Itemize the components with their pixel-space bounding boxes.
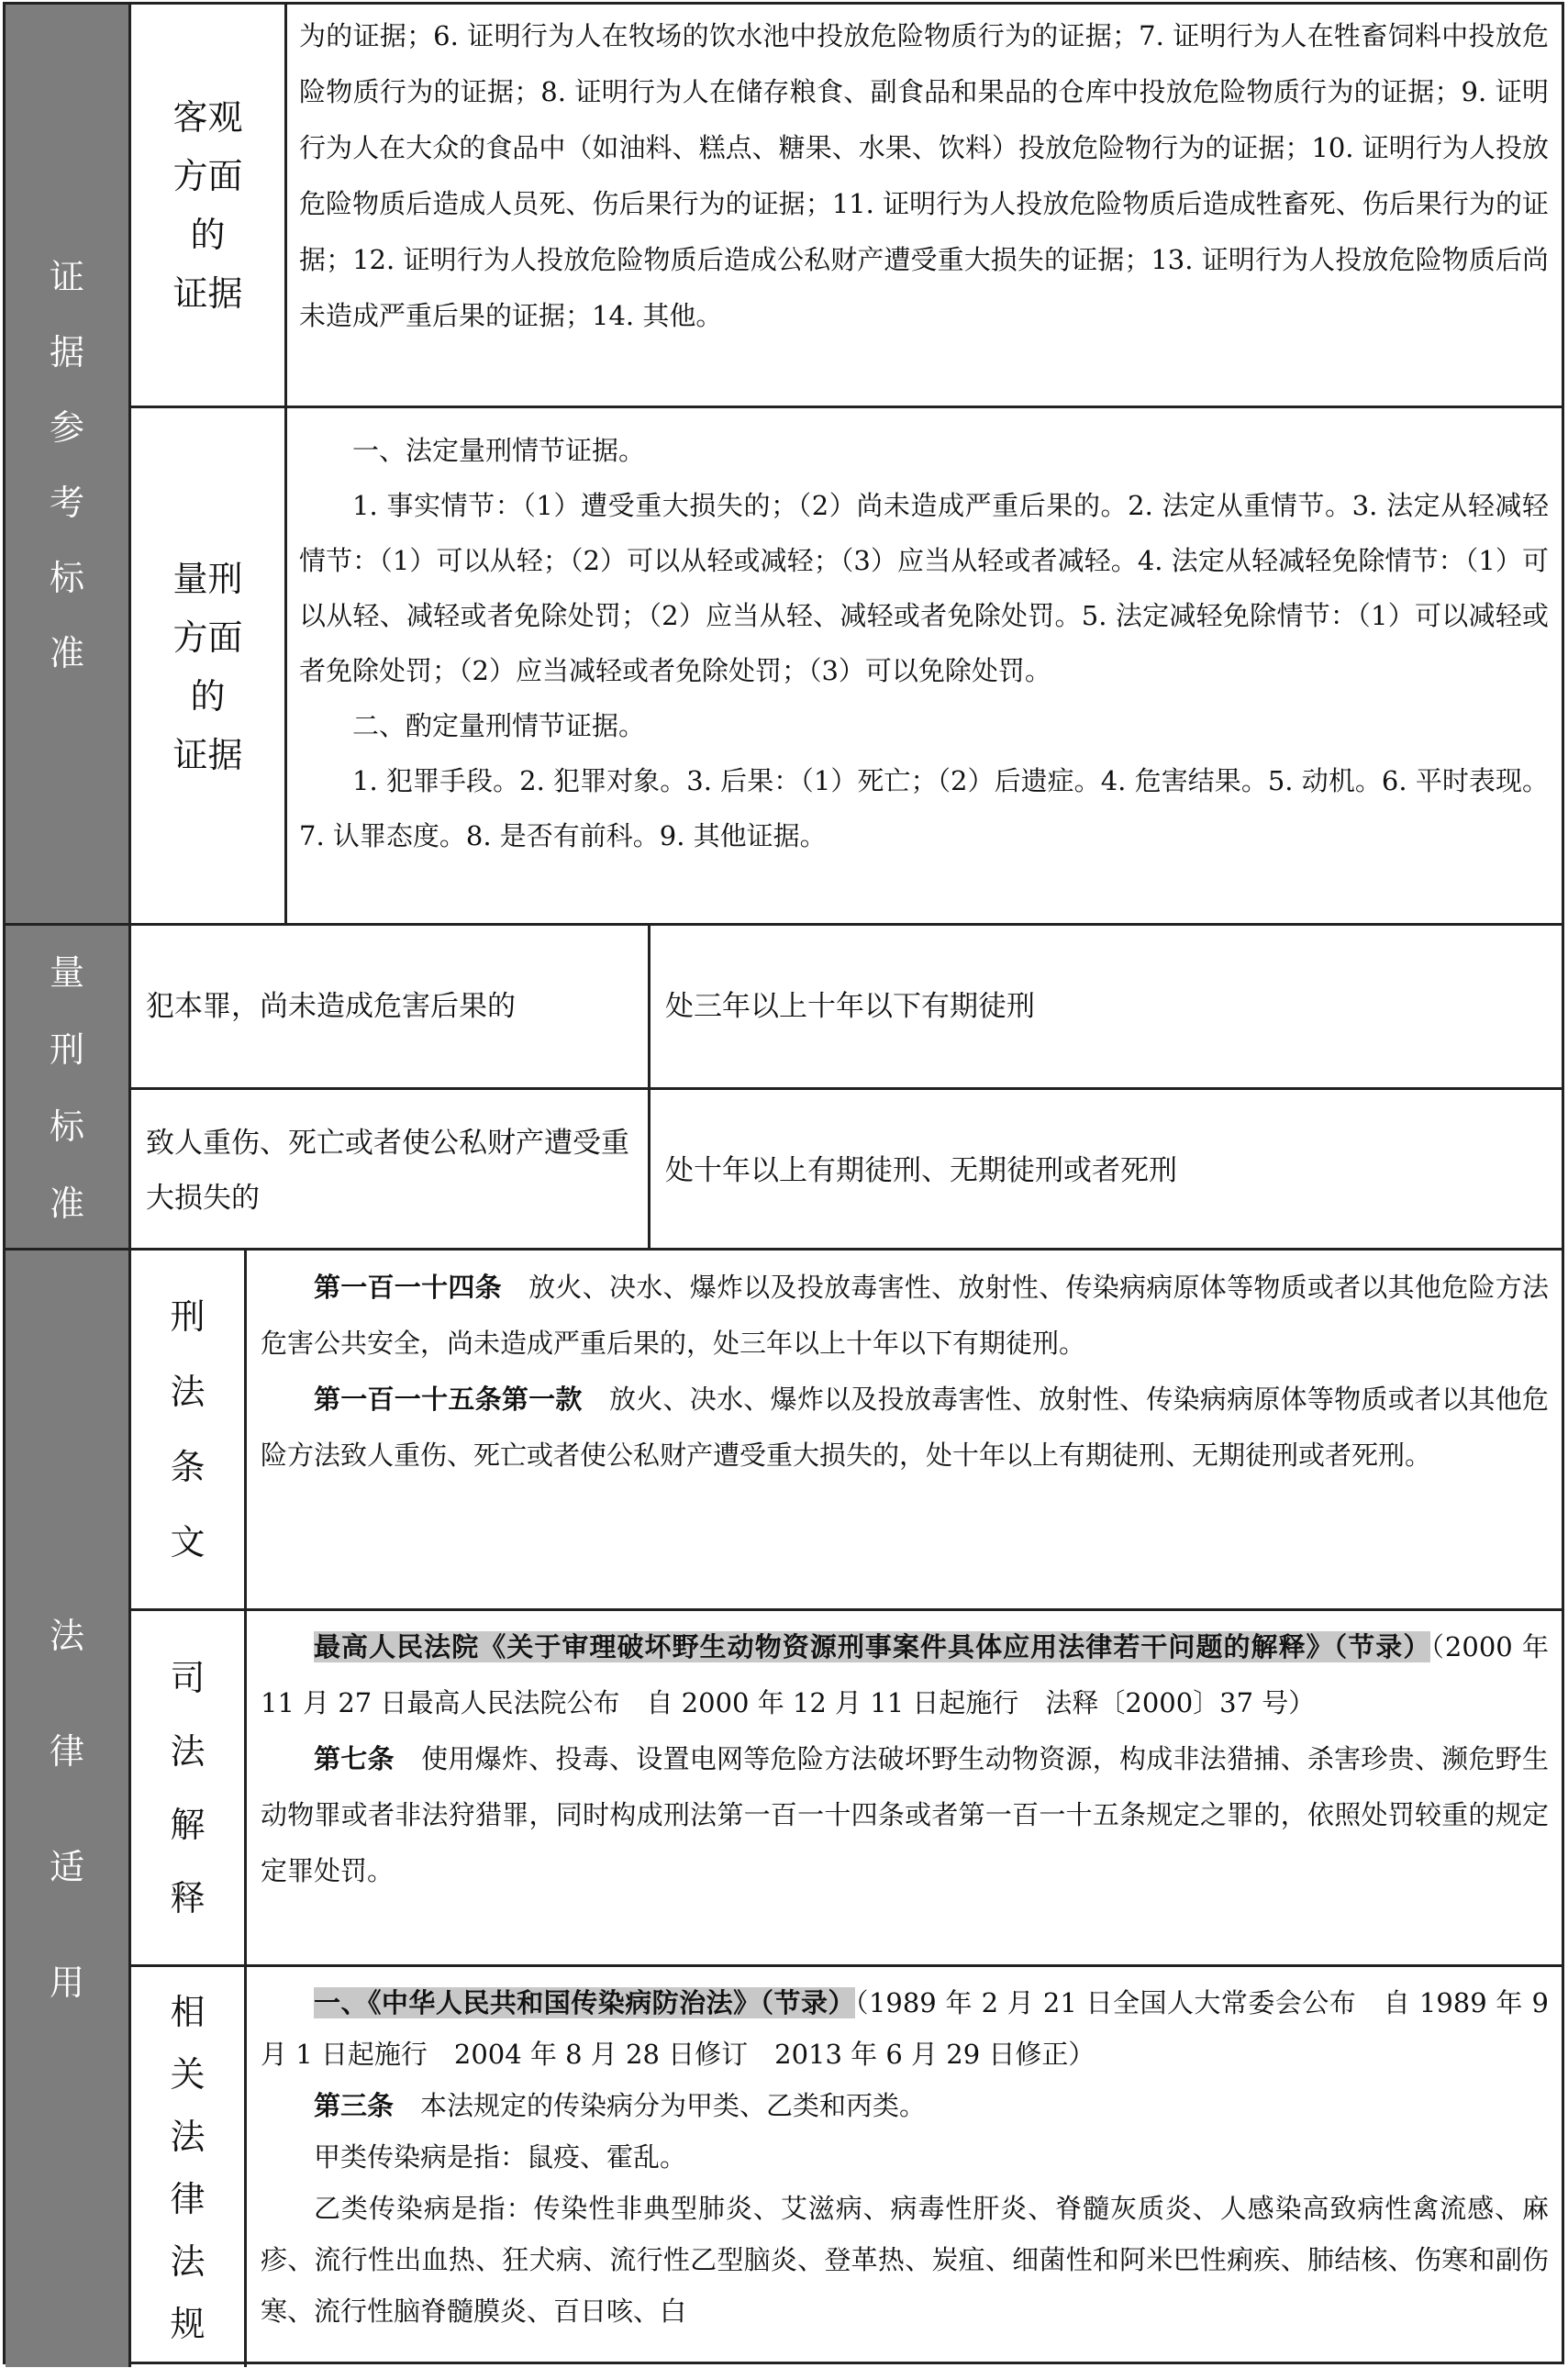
label-part: 刑 [170,1296,206,1337]
band-char: 准 [49,1184,84,1224]
label-part: 量刑 [172,559,243,599]
article-title: 第一百一十四条 [314,1272,502,1303]
standard-row-2-condition [131,1090,648,1251]
article-title: 第一百一十五条第一款 [314,1384,583,1415]
related-laws-text [261,1977,1549,2367]
label-part: 释 [170,1877,206,1918]
band-char: 量 [49,952,84,993]
label-part: 司 [170,1657,206,1698]
article-114 [261,1260,1549,1372]
band-char: 参 [49,407,84,448]
document-table [3,2,1564,2364]
standard-section [6,926,1562,1251]
sentencing-evidence-label [131,408,287,926]
label-part: 方面 [172,155,243,196]
article-title: 第七条 [314,1743,395,1774]
paragraph: 乙类传染病是指：传染性非典型肺炎、艾滋病、病毒性肝炎、脊髓灰质炎、人感染高致病性禽流感、麻疹、流行性出血热、狂犬病、流行性乙型脑炎、登革热、炭疽、细菌性和阿米巴性痢疾、肺结核、伤寒和副伤寒、流行性脑脊髓膜炎、百日咳、白 [261,2193,1549,2327]
label-part: 证据 [172,735,243,775]
condition-text: 致人重伤、死亡或者使公私财产遭受重大损失的 [146,1126,629,1215]
label-part: 文 [170,1522,206,1562]
law-section [6,1251,1562,2367]
band-char: 考 [49,483,84,523]
band-char: 据 [49,332,84,372]
paragraph: 1. 犯罪手段。2. 犯罪对象。3. 后果：（1）死亡；（2）后遗症。4. 危害结果。5. 动机。6. 平时表现。7. 认罪态度。8. 是否有前科。9. 其他证据。 [299,765,1549,851]
objective-evidence-text [299,8,1549,403]
divider [131,406,1562,408]
label-part: 法 [170,1372,206,1412]
divider [131,1964,1562,1967]
standard-row-1-penalty [651,926,1562,1087]
band-char: 适 [49,1846,84,1887]
article-text: 本法规定的传染病分为甲类、乙类和丙类。 [420,2090,927,2121]
label-part: 的 [190,676,226,717]
judicial-interpretation-text [261,1619,1549,1959]
paragraph: 1. 事实情节：（1）遭受重大损失的；（2）尚未造成严重后果的。2. 法定从重情节。3. 法定从轻减轻情节：（1）可以从轻；（2）可以从轻或减轻；（3）应当从轻或者减轻。4. 法定从轻减轻免除情节：（1）可以从轻、减轻或者免除处罚；（2）应当从轻、减轻或者免除处罚。5. 法定减轻免除情节：（1）可以减轻或者免除处罚；（2）应当减轻或者免除处罚；（3）可以免除处罚。 [299,490,1549,686]
band-char: 标 [49,558,84,598]
article-text: 使用爆炸、投毒、设置电网等危险方法破坏野生动物资源，构成非法猎捕、杀害珍贵、濒危野生动物罪或者非法狩猎罪，同时构成刑法第一百一十四条或者第一百一十五条规定之罪的，依照处罚较重的规定定罪处罚。 [261,1743,1549,1886]
objective-paragraph: 为的证据；6. 证明行为人在牧场的饮水池中投放危险物质行为的证据；7. 证明行为人在牲畜饲料中投放危险物质行为的证据；8. 证明行为人在储存粮食、副食品和果品的仓库中投放危险物质行为的证据；9. 证明行为人在大众的食品中（如油料、糕点、糖果、水果、饮料）投放危险物行为的证据；10. 证明行为人投放危险物质后造成人员死、伤后果行为的证据；11. 证明行为人投放危险物质后造成牲畜死、伤后果行为的证据；12. 证明行为人投放危险物质后造成公私财产遭受重大损失的证据；13. 证明行为人投放危险物质后尚未造成严重后果的证据；14. 其他。 [299,20,1549,331]
label-part: 条 [170,1447,206,1487]
condition-text: 犯本罪，尚未造成危害后果的 [146,990,516,1023]
penalty-text: 处十年以上有期徒刑、无期徒刑或者死刑 [665,1153,1177,1187]
criminal-law-label [131,1251,247,1608]
label-part: 方面 [172,617,243,658]
law-band-label [6,1251,131,2367]
paragraph: 甲类传染病是指：鼠疫、霍乱。 [314,2141,687,2173]
band-char: 标 [49,1106,84,1147]
heading-text: 一、《中华人民共和国传染病防治法》（节录） [314,1987,855,2018]
standard-row-1-condition [131,926,648,1087]
criminal-law-text [261,1260,1549,1601]
article-text: 放火、决水、爆炸以及投放毒害性、放射性、传染病病原体等物质或者以其他危险方法危害公共安全，尚未造成严重后果的，处三年以上十年以下有期徒刑。 [261,1272,1549,1359]
article-title: 第三条 [314,2090,395,2121]
label-part: 关 [170,2054,206,2095]
band-char: 证 [49,257,84,297]
article-115 [261,1372,1549,1484]
article-3 [261,2080,1549,2131]
label-part: 律 [170,2179,206,2219]
paragraph: 二、酌定量刑情节证据。 [352,710,646,741]
evidence-band-label [6,5,131,926]
column-divider [648,926,651,1251]
label-part: 的 [190,214,226,255]
paragraph: 一、法定量刑情节证据。 [352,435,646,466]
label-part: 解 [170,1804,206,1845]
article-7 [261,1731,1549,1899]
source-text: （1989 年 2 月 21 日全国人大常委会公布 自 1989 年 9 月 1 日起施行 2004 年 8 月 28 日修订 2013 年 6 月 29 日修正） [261,1987,1549,2070]
objective-evidence-label [131,5,287,406]
standard-row-2-penalty [651,1090,1562,1251]
sentencing-evidence-text [299,423,1549,918]
label-part: 客观 [172,96,243,138]
standard-band-label [6,926,131,1251]
heading-text: 最高人民法院《关于审理破坏野生动物资源刑事案件具体应用法律若干问题的解释》（节录） [314,1631,1431,1662]
band-char: 律 [49,1730,84,1772]
article-text: 放火、决水、爆炸以及投放毒害性、放射性、传染病病原体等物质或者以其他危险方法致人重伤、死亡或者使公私财产遭受重大损失的，处十年以上有期徒刑、无期徒刑或者死刑。 [261,1384,1549,1471]
evidence-section [6,5,1562,926]
band-char: 刑 [49,1029,84,1070]
band-char: 用 [49,1962,84,2003]
label-part: 法 [170,2117,206,2157]
divider [131,1608,1562,1611]
related-laws-label [131,1967,247,2367]
label-part: 法 [170,2241,206,2282]
label-part: 证据 [172,272,243,314]
judicial-interpretation-label [131,1611,247,1964]
penalty-text: 处三年以上十年以下有期徒刑 [665,990,1035,1023]
label-part: 相 [170,1992,206,2032]
band-char: 法 [49,1615,84,1656]
source-text: （2000 年 11 月 27 日最高人民法院公布 自 2000 年 12 月 11 日起施行 法释〔2000〕37 号） [261,1631,1549,1718]
label-part: 规 [170,2304,206,2344]
label-part: 法 [170,1730,206,1772]
law-heading [261,1977,1549,2080]
band-char: 准 [49,633,84,673]
interpretation-heading [261,1619,1549,1731]
